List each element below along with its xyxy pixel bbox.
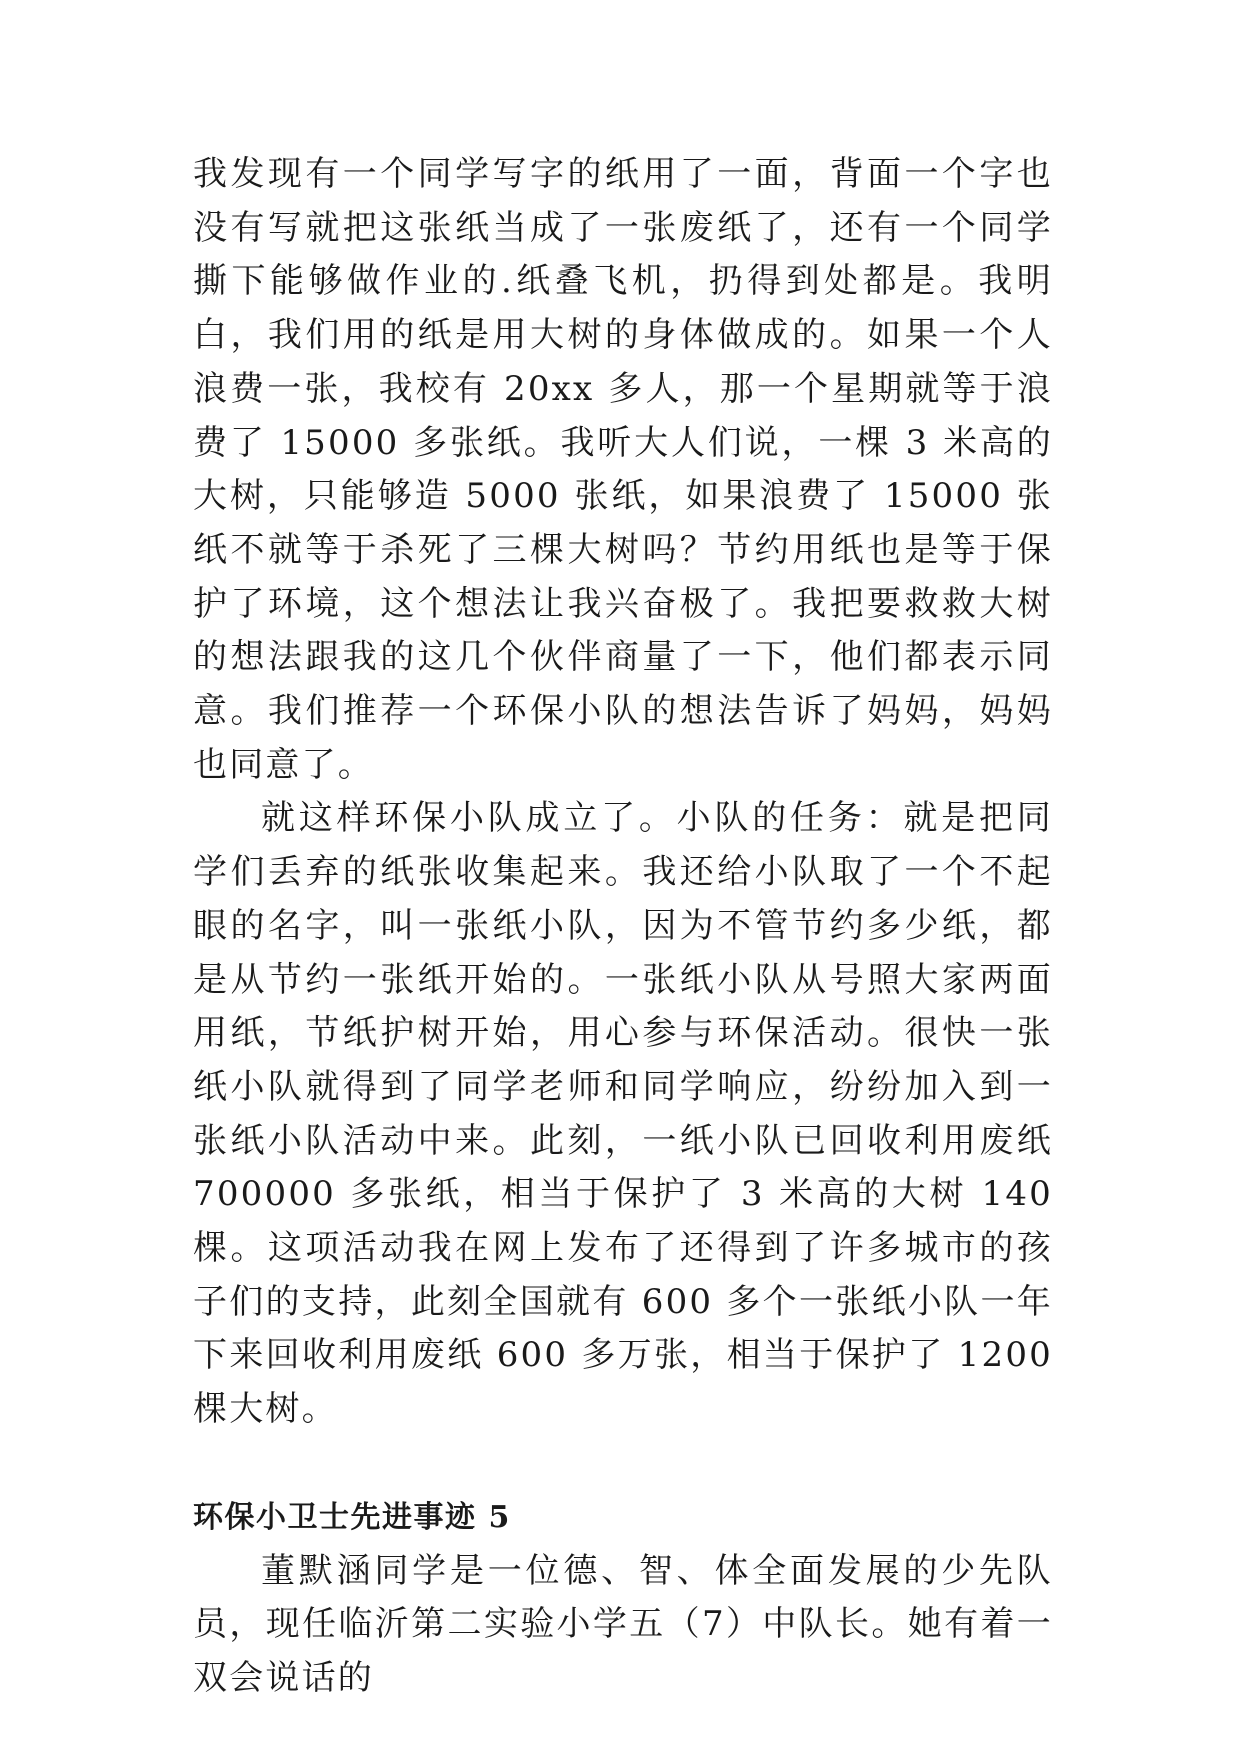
paragraph-paper-waste: 我发现有一个同学写字的纸用了一面，背面一个字也没有写就把这张纸当成了一张废纸了，还有一个同学撕下能够做作业的.纸叠飞机，扔得到处都是。我明白，我们用的纸是用大树的身体做成的。如果一个人浪费一张，我校有 20xx 多人，那一个星期就等于浪费了 15000 多张纸。我听大人们说，一棵 3 米高的大树，只能够造 5000 张纸，如果浪费了 15000 张纸不就等于杀死了三棵大树吗？节约用纸也是等于保护了环境，这个想法让我兴奋极了。我把要救救大树的想法跟我的这几个伙伴商量了一下，他们都表示同意。我们推荐一个环保小队的想法告诉了妈妈，妈妈也同意了。 (193, 154, 1053, 785)
section-title: 环保小卫士先进事迹 5 (193, 1499, 511, 1535)
section-gap (193, 1437, 1053, 1491)
paragraph-student-intro: 董默涵同学是一位德、智、体全面发展的少先队员，现任临沂第二实验小学五（7）中队长。她有着一双会说话的 (193, 1550, 1053, 1698)
document-body (193, 148, 1053, 1706)
paragraph-environment-team: 就这样环保小队成立了。小队的任务：就是把同学们丢弃的纸张收集起来。我还给小队取了一个不起眼的名字，叫一张纸小队，因为不管节约多少纸，都是从节约一张纸开始的。一张纸小队从号照大家两面用纸，节纸护树开始，用心参与环保活动。很快一张纸小队就得到了同学老师和同学响应，纷纷加入到一张纸小队活动中来。此刻，一纸小队已回收利用废纸 700000 多张纸，相当于保护了 3 米高的大树 140 棵。这项活动我在网上发布了还得到了许多城市的孩子们的支持，此刻全国就有 600 多个一张纸小队一年下来回收利用废纸 600 多万张，相当于保护了 1200 棵大树。 (193, 798, 1053, 1430)
